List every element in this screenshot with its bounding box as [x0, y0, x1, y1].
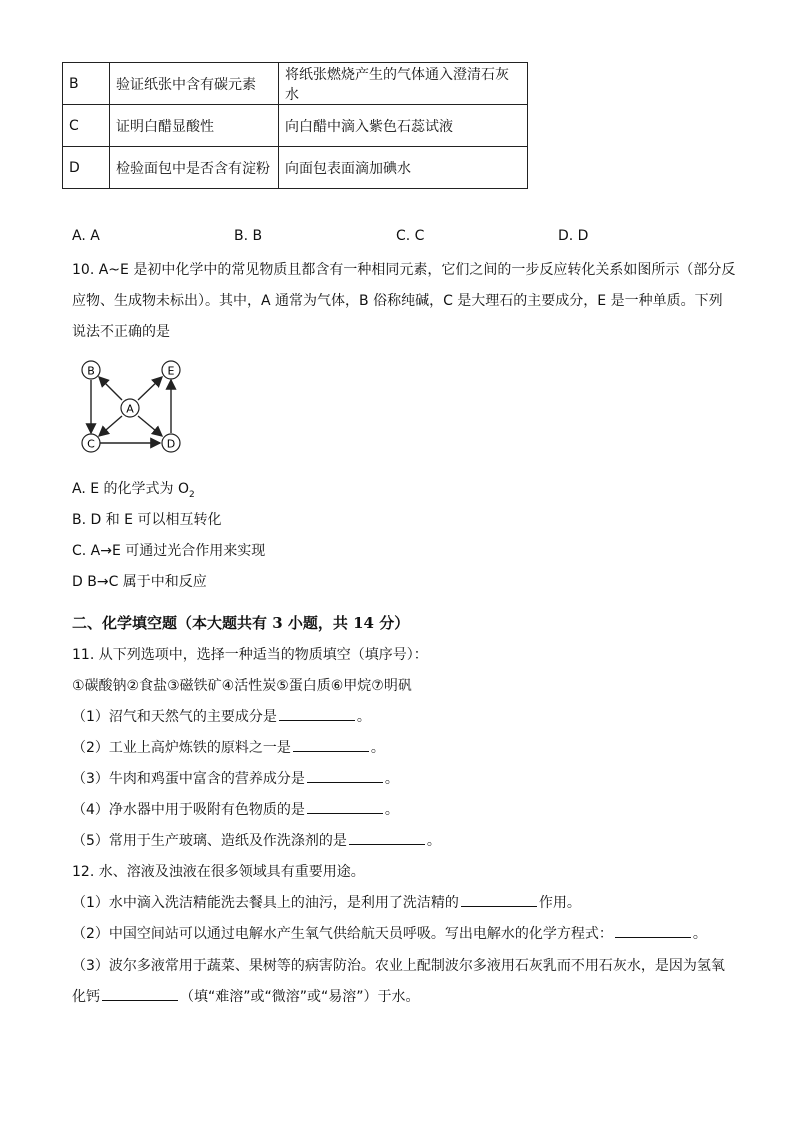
q12-item-3-end: （填“难溶”或“微溶”或“易溶”）于水。: [180, 989, 420, 1005]
q12-item-1: [72, 892, 581, 912]
section-heading: 二、化学填空题（本大题共有 3 小题，共 14 分）: [72, 614, 410, 632]
q10-stem-line3: 说法不正确的是: [72, 324, 170, 340]
q11-item-3-end: 。: [384, 771, 399, 787]
q11-item-2-end: 。: [370, 740, 385, 756]
q11-item-1-end: 。: [356, 709, 371, 725]
q11-item-4-end: 。: [384, 802, 399, 818]
node-b-label: B: [87, 364, 95, 378]
row-purpose: 检验面包中是否含有淀粉: [110, 147, 279, 189]
q10-option-b[interactable]: B. D 和 E 可以相互转化: [72, 512, 222, 528]
node-d: [162, 434, 180, 452]
q12-item-2-text: （2）中国空间站可以通过电解水产生氧气供给航天员呼吸。写出电解水的化学方程式：: [72, 926, 613, 942]
node-a-label: A: [126, 402, 134, 416]
q12-item-1-end: 作用。: [538, 895, 581, 911]
node-c: [82, 434, 100, 452]
q12-item-2-end: 。: [692, 926, 707, 942]
arrow-a-to-b: [99, 377, 122, 400]
q11-item-2: [72, 737, 385, 757]
answer-blank[interactable]: [307, 768, 383, 783]
answer-blank[interactable]: [349, 830, 425, 845]
row-letter: C: [63, 105, 110, 147]
q10-option-d[interactable]: D B→C 属于中和反应: [72, 574, 207, 590]
q9-option-c[interactable]: C. C: [396, 228, 425, 244]
q11-item-5: [72, 830, 441, 850]
q12-stem: 12. 水、溶液及浊液在很多领域具有重要用途。: [72, 864, 365, 880]
arrow-a-to-d: [138, 416, 162, 436]
q10-stem-line2: 应物、生成物未标出）。其中，A 通常为气体，B 俗称纯碱，C 是大理石的主要成分，E 是一种单质。下列: [72, 293, 723, 309]
q10-option-c[interactable]: C. A→E 可通过光合作用来实现: [72, 543, 266, 559]
table-row: [63, 105, 528, 147]
q12-item-3-line1: （3）波尔多液常用于蔬菜、果树等的病害防治。农业上配制波尔多液用石灰乳而不用石灰水，是因为氢氧: [72, 958, 725, 974]
q10-stem-line1: 10. A~E 是初中化学中的常见物质且都含有一种相同元素，它们之间的一步反应转化关系如图所示（部分反: [72, 262, 736, 278]
row-letter: B: [63, 63, 110, 105]
q11-item-4: [72, 799, 399, 819]
q11-item-4-text: （4）净水器中用于吸附有色物质的是: [72, 802, 305, 818]
table-row: [63, 147, 528, 189]
q11-item-5-text: （5）常用于生产玻璃、造纸及作洗涤剂的是: [72, 833, 347, 849]
arrow-a-to-e: [138, 377, 162, 400]
node-e-label: E: [167, 364, 175, 378]
node-b: [82, 361, 100, 379]
answer-blank[interactable]: [461, 892, 537, 907]
q11-item-3-text: （3）牛肉和鸡蛋中富含的营养成分是: [72, 771, 305, 787]
answer-blank[interactable]: [307, 799, 383, 814]
q9-option-b[interactable]: B. B: [234, 228, 263, 244]
q10-option-a-subscript: 2: [189, 489, 195, 500]
arrow-a-to-c: [99, 416, 122, 436]
row-method: 向面包表面滴加碘水: [279, 147, 528, 189]
row-method: 将纸张燃烧产生的气体通入澄清石灰水: [279, 63, 528, 105]
q9-option-d[interactable]: D. D: [558, 228, 589, 244]
node-c-label: C: [87, 437, 95, 451]
answer-blank[interactable]: [293, 737, 369, 752]
experiment-table: [62, 62, 528, 189]
row-method: 向白醋中滴入紫色石蕊试液: [279, 105, 528, 147]
q12-item-3-line2: [72, 986, 420, 1006]
row-purpose: 证明白醋显酸性: [110, 105, 279, 147]
row-letter: D: [63, 147, 110, 189]
node-d-label: D: [166, 437, 176, 451]
node-e: [162, 361, 180, 379]
q12-item-3-prefix: 化钙: [72, 989, 100, 1005]
q10-option-a-text: A. E 的化学式为 O: [72, 481, 189, 497]
row-purpose: 验证纸张中含有碳元素: [110, 63, 279, 105]
q12-item-2: [72, 923, 707, 943]
q12-item-1-text: （1）水中滴入洗洁精能洗去餐具上的油污，是利用了洗洁精的: [72, 895, 459, 911]
q11-item-1-text: （1）沼气和天然气的主要成分是: [72, 709, 277, 725]
q11-stem: 11. 从下列选项中，选择一种适当的物质填空（填序号）：: [72, 647, 428, 663]
answer-blank[interactable]: [615, 923, 691, 938]
q10-option-a[interactable]: [72, 478, 195, 500]
answer-blank[interactable]: [279, 706, 355, 721]
q11-item-5-end: 。: [426, 833, 441, 849]
q9-option-a[interactable]: A. A: [72, 228, 100, 244]
table-row: [63, 63, 528, 105]
reaction-diagram: [72, 355, 192, 460]
answer-blank[interactable]: [102, 986, 178, 1001]
q11-item-1: [72, 706, 371, 726]
node-a: [121, 399, 139, 417]
q11-item-3: [72, 768, 399, 788]
q11-choices: ①碳酸钠②食盐③磁铁矿④活性炭⑤蛋白质⑥甲烷⑦明矾: [72, 678, 412, 694]
q11-item-2-text: （2）工业上高炉炼铁的原料之一是: [72, 740, 291, 756]
